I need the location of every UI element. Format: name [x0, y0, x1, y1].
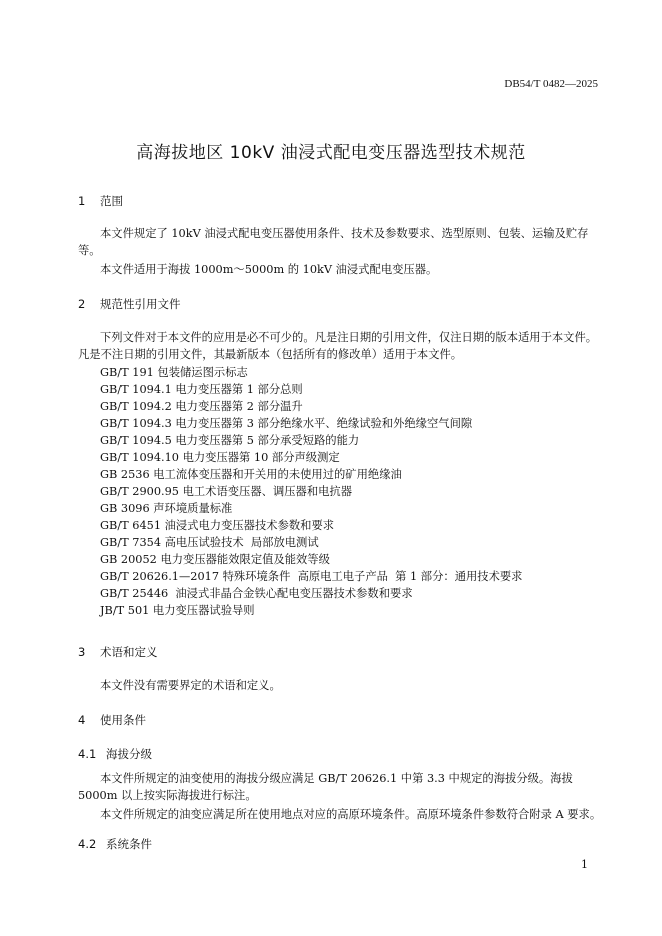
document-title: 高海拔地区 10kV 油浸式配电变压器选型技术规范 [136, 143, 526, 163]
section-3-heading [78, 644, 158, 660]
reference-item: GB/T 1094.3 电力变压器第 3 部分绝缘水平、绝缘试验和外绝缘空气间隙 [100, 417, 473, 430]
reference-item: GB/T 2900.95 电工术语变压器、调压器和电抗器 [100, 485, 353, 498]
section-1-heading [78, 193, 123, 209]
section-title: 术语和定义 [100, 645, 158, 659]
section-number: 4.1 [78, 747, 97, 761]
reference-item: GB/T 1094.5 电力变压器第 5 部分承受短路的能力 [100, 434, 360, 447]
section-3-paragraph-1: 本文件没有需要界定的术语和定义。 [100, 679, 281, 692]
reference-item: GB/T 20626.1—2017 特殊环境条件 高原电工电子产品 第 1 部分：通用技术要求 [100, 570, 523, 583]
section-4-1-paragraph-1: 本文件所规定的油变使用的海拔分级应满足 GB/T 20626.1 中第 3.3 中规定的海拔分级。海拔 5000m 以上按实际海拔进行标注。 [78, 772, 573, 802]
section-title: 使用条件 [100, 713, 146, 727]
reference-item: GB/T 1094.2 电力变压器第 2 部分温升 [100, 400, 303, 413]
section-4-1-paragraph-2: 本文件所规定的油变应满足所在使用地点对应的高原环境条件。高原环境条件参数符合附录 A 要求。 [100, 808, 602, 821]
document-code: DB54/T 0482—2025 [504, 78, 598, 90]
section-title: 规范性引用文件 [100, 297, 181, 311]
reference-item: GB 20052 电力变压器能效限定值及能效等级 [100, 553, 330, 566]
reference-item: GB/T 191 包装储运图示标志 [100, 366, 248, 379]
section-title: 范围 [100, 194, 123, 208]
reference-item: GB/T 1094.10 电力变压器第 10 部分声级测定 [100, 451, 340, 464]
section-1-paragraph-1: 本文件规定了 10kV 油浸式配电变压器使用条件、技术及参数要求、选型原则、包装、运输及贮存等。 [78, 227, 589, 257]
section-4-heading [78, 712, 146, 728]
reference-item: GB 3096 声环境质量标准 [100, 502, 233, 515]
section-number: 4 [78, 713, 86, 727]
section-title: 系统条件 [106, 837, 152, 851]
reference-item: GB/T 7354 高电压试验技术 局部放电测试 [100, 536, 319, 549]
reference-item: GB/T 6451 油浸式电力变压器技术参数和要求 [100, 519, 335, 532]
page-number: 1 [581, 858, 588, 871]
section-4-2-heading [78, 836, 152, 852]
section-number: 1 [78, 194, 86, 208]
reference-item: GB/T 1094.1 电力变压器第 1 部分总则 [100, 383, 303, 396]
reference-item: GB 2536 电工流体变压器和开关用的未使用过的矿用绝缘油 [100, 468, 402, 481]
section-number: 4.2 [78, 837, 97, 851]
section-4-1-heading [78, 746, 152, 762]
reference-item: GB/T 25446 油浸式非晶合金铁心配电变压器技术参数和要求 [100, 587, 413, 600]
section-2-heading [78, 296, 181, 312]
section-number: 3 [78, 645, 86, 659]
section-number: 2 [78, 297, 86, 311]
section-2-paragraph-1: 下列文件对于本文件的应用是必不可少的。凡是注日期的引用文件，仅注日期的版本适用于本文件。凡是不注日期的引用文件，其最新版本（包括所有的修改单）适用于本文件。 [78, 331, 598, 361]
reference-item: JB/T 501 电力变压器试验导则 [100, 604, 255, 617]
section-title: 海拔分级 [106, 747, 152, 761]
section-1-paragraph-2: 本文件适用于海拔 1000m～5000m 的 10kV 油浸式配电变压器。 [100, 263, 438, 276]
